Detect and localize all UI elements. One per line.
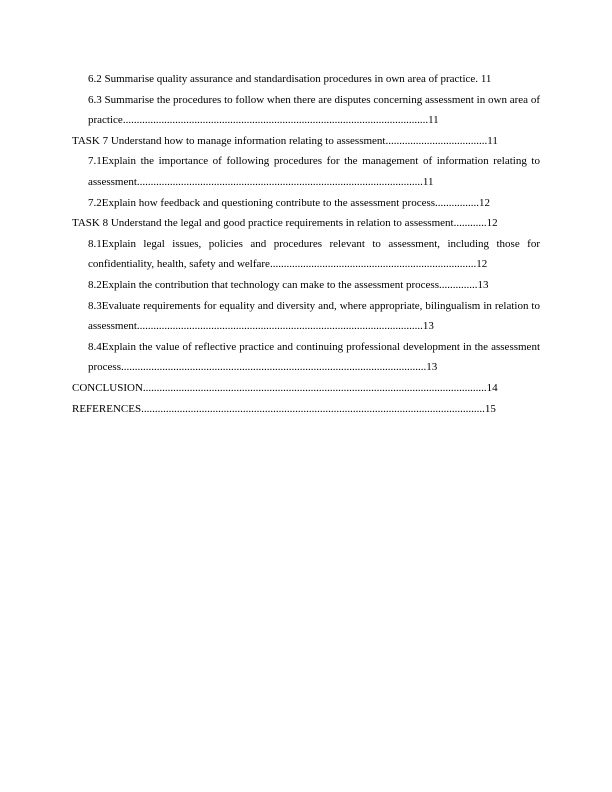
toc-entry-8-4[interactable] (72, 337, 540, 378)
toc-entry-page: 14 (486, 381, 498, 394)
toc-entry-6-2[interactable] (72, 69, 540, 90)
toc-entry-leader: .............. (439, 278, 478, 291)
toc-entry-title: REFERENCES (72, 402, 142, 415)
toc-entry-conclusion[interactable] (72, 378, 540, 399)
toc-entry-leader: ............................................................................................................... (122, 114, 429, 127)
toc-entry-leader: ........................................................................... (269, 258, 477, 271)
toc-entry-8-2[interactable] (72, 275, 540, 296)
toc-entry-page: 15 (484, 402, 496, 415)
toc-entry-leader: ............................................................................................................................. (141, 402, 485, 415)
toc-entry-leader: ................ (435, 196, 480, 209)
toc-entry-title: 7.2Explain how feedback and questioning contribute to the assessment process (88, 196, 436, 209)
toc-entry-page: 12 (486, 217, 498, 230)
toc-entry-page: 11 (422, 175, 434, 188)
toc-entry-page: 11 (428, 114, 439, 127)
toc-entry-title: 7.1Explain the importance of following procedures for the management of information relating to assessment (88, 155, 540, 188)
toc-entry-title: 6.3 Summarise the procedures to follow when there are disputes concerning assessment in own area of practice (88, 93, 540, 127)
toc-entry-title: 8.1Explain legal issues, policies and procedures relevant to assessment, including those for confidentiality, health, safety and welfare (88, 237, 540, 271)
toc-entry-leader: ........................................................................................................ (136, 175, 423, 188)
toc-entry-7-1[interactable] (72, 151, 540, 192)
toc-entry-title: 6.2 Summarise quality assurance and standardisation procedures in own area of practice. (88, 73, 479, 85)
toc-entry-task-7[interactable] (72, 131, 540, 152)
toc-entry-page: 12 (476, 258, 488, 271)
toc-entry-page: 12 (479, 196, 491, 209)
toc-entry-page: 13 (422, 320, 434, 333)
toc-entry-title: 8.2Explain the contribution that technology can make to the assessment process (88, 278, 439, 291)
toc-entry-page: 11 (487, 134, 498, 147)
toc-entry-leader: .................................... (388, 134, 488, 147)
toc-entry-title: 8.3Evaluate requirements for equality and diversity and, where appropriate, bilingualism in relation to assessment (88, 299, 540, 333)
toc-entry-8-3[interactable] (72, 296, 540, 337)
toc-entry-references[interactable] (72, 399, 540, 420)
toc-entry-leader: ............ (453, 217, 487, 230)
toc-entry-title: CONCLUSION (72, 381, 143, 394)
toc-entry-title: TASK 7 Understand how to manage information relating to assessment. (72, 134, 389, 147)
toc-entry-page: 13 (477, 278, 489, 291)
toc-entry-8-1[interactable] (72, 234, 540, 275)
toc-entry-title: 8.4Explain the value of reflective practice and continuing professional development in the assessment process (88, 340, 540, 374)
table-of-contents (72, 69, 540, 419)
toc-entry-page: 11 (480, 73, 492, 85)
toc-entry-page: 13 (426, 361, 438, 374)
toc-entry-title: TASK 8 Understand the legal and good practice requirements in relation to assessment (72, 217, 454, 230)
toc-entry-task-8[interactable] (72, 213, 540, 234)
toc-entry-leader: ........................................................................................................ (136, 320, 423, 333)
toc-entry-7-2[interactable] (72, 193, 540, 214)
toc-entry-6-3[interactable] (72, 90, 540, 131)
toc-entry-leader: ............................................................................................................... (121, 361, 427, 374)
toc-entry-leader: ............................................................................................................................. (142, 381, 487, 394)
